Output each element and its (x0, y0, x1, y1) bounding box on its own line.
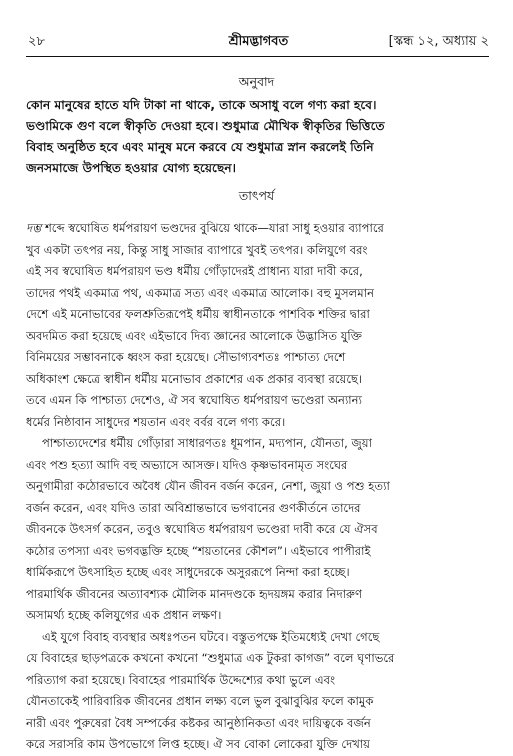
book-title: শ্রীমদ্ভাগবত (228, 34, 289, 49)
translation-line: জনসমাজে উপস্থিত হওয়ার যোগ্য হয়েছেন। (26, 161, 236, 175)
purport-line: বিনিময়ের সম্ভাবনাকে ধ্বংস করা হয়েছে। সৌভাগ্যবশতঃ পাশ্চাত্য দেশে (26, 350, 346, 364)
purport-line: তাদের পথই একমাত্র পথ, একমাত্র সত্য এবং একমাত্র আলোক। বহু মুসলমান (26, 285, 374, 300)
purport-line: এবং পশু হত্যা আদি বহু অভ্যাসে আসক্ত। যদিও কৃষ্ণভাবনামৃত সংঘের (26, 457, 348, 472)
purport-line: যৌনতাকেই পারিবারিক জীবনের প্রধান লক্ষ্য বলে ভুল বুঝাবুঝির ফলে কামুক (26, 694, 374, 708)
translation-line: বিবাহ অনুষ্ঠিত হবে এবং মানুষ মনে করবে যে শুধুমাত্র স্নান করলেই তিনি (26, 140, 374, 154)
translation-line: কোন মানুষের হাতে যদি টাকা না থাকে, তাকে অসাধু বলে গণ্য করা হবে। (26, 98, 377, 112)
purport-line: অসামর্থ্য হচ্ছে কলিযুগের এক প্রধান লক্ষণ। (26, 608, 222, 622)
purport-line: এই সব স্বঘোষিত ধর্মপরায়ণ ভণ্ড ধর্মীয় গোঁড়াদেরই প্রাধান্য যারা দাবী করে, (26, 264, 363, 278)
purport-line: নারী এবং পুরুষেরা বৈধ সম্পর্কের কষ্টকর আনুষ্ঠানিকতা এবং দায়িত্বকে বর্জন (26, 715, 371, 730)
purport-line: পরিত্যাগ করা হয়েছে। বিবাহের পারমার্থিক উদ্দেশ্যের কথা ভুলে এবং (26, 672, 336, 687)
purport-paragraph-1 (26, 218, 489, 433)
purport-paragraph-3 (26, 627, 489, 756)
page-number: ২৮ (28, 34, 45, 49)
section-reference: [স্কন্ধ ১২, অধ্যায় ২ (388, 34, 489, 49)
page-header (28, 32, 489, 52)
purport-line: খুব একটা তৎপর নয়, কিন্তু সাধু সাজার ব্যাপারে খুবই তৎপর। কলিযুগে বরং (26, 242, 368, 257)
purport-line: অবদমিত করা হয়েছে এবং এইভাবে দিব্য জ্ঞানের আলোকে উদ্ভাসিত যুক্তি (26, 328, 362, 343)
purport-line: এই যুগে বিবাহ ব্যবস্থার অধঃপতন ঘটবে। বস্তুতপক্ষে ইতিমধ্যেই দেখা গেছে (42, 629, 380, 644)
purport-line: জীবনকে উৎসর্গ করেন, তবুও স্বঘোষিত ধর্মপরায়ণ ভণ্ডেরা দাবী করে যে ঐসব (26, 522, 378, 536)
purport-line: ধর্মের নিষ্ঠাবান সাধুদের শয়তান এবং বর্বর বলে গণ্য করে। (26, 414, 286, 429)
translation-heading: অনুবাদ (238, 74, 275, 89)
purport-line: করে সরাসরি কাম উপভোগে লিপ্ত হচ্ছে। ঐ সব বোকা লোকেরা যুক্তি দেখায় (26, 737, 371, 751)
purport-block (26, 218, 489, 756)
purport-line: অধিকাংশ ক্ষেত্রে স্বাধীন ধর্মীয় মনোভাব প্রকাশের এক প্রকার ব্যবস্থা রয়েছে। (26, 371, 363, 386)
purport-line: কঠোর তপস্যা এবং ভগবদ্ভক্তি হচ্ছে “শয়তানের কৌশল”। এইভাবে পাপীরাই (26, 543, 371, 558)
translation-block (26, 95, 489, 179)
purport-line: বর্জন করেন, এবং যদিও তারা অবিশ্রান্তভাবে ভগবানের গুণকীর্তনে তাদের (26, 500, 361, 515)
translation-line: ভণ্ডামিকে গুণ বলে স্বীকৃতি দেওয়া হবে। শুধুমাত্র মৌখিক স্বীকৃতির ভিত্তিতে (26, 119, 385, 133)
purport-line: দেশে এই মনোভাবের ফলশ্রুতিরূপেই ধর্মীয় স্বাধীনতাকে পাশবিক শক্তির দ্বারা (26, 307, 370, 321)
purport-paragraph-2 (26, 433, 489, 627)
purport-line-text: শব্দে স্বঘোষিত ধর্মপরায়ণ ভণ্ডদের বুঝিয়ে থাকে—যারা সাধু হওয়ার ব্যাপারে (41, 221, 384, 235)
sanskrit-term: দম্ভ (26, 221, 42, 235)
purport-line: পাশ্চাত্যদেশের ধর্মীয় গোঁড়ারা সাধারণতঃ ধূমপান, মদ্যপান, যৌনতা, জুয়া (42, 436, 372, 450)
purport-heading: তাৎপর্য (238, 188, 275, 203)
purport-line: ধার্মিকরূপে উৎসাহিত হচ্ছে এবং সাধুদেরকে অসুররূপে নিন্দা করা হচ্ছে। (26, 565, 350, 579)
purport-line: পারমার্থিক জীবনের অত্যাবশ্যক মৌলিক মানদণ্ডকে হৃদয়ঙ্গম করার নিদারুণ (26, 586, 362, 601)
purport-line: যে বিবাহের ছাড়পত্রকে কখনো কখনো “শুধুমাত্র এক টুকরা কাগজ” বলে ঘৃণাভরে (26, 651, 395, 665)
header-divider (26, 56, 489, 57)
purport-line: অনুগামীরা কঠোরভাবে অবৈধ যৌন জীবন বর্জন করেন, নেশা, জুয়া ও পশু হত্যা (26, 479, 390, 493)
purport-line: তবে এমন কি পাশ্চাত্য দেশেও, ঐ সব স্বঘোষিত ধর্মপরায়ণ ভণ্ডেরা অন্যান্য (26, 393, 362, 407)
purport-line (26, 218, 489, 240)
